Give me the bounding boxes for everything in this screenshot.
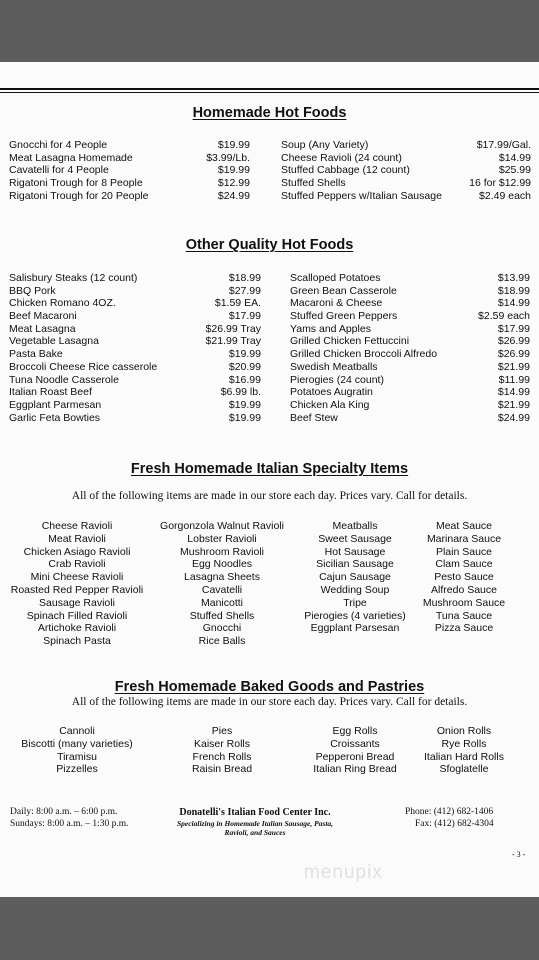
list-item: Gorgonzola Walnut Ravioli	[160, 520, 284, 532]
menu-item-row	[290, 335, 530, 348]
list-item: Kaiser Rolls	[193, 737, 251, 750]
top-dark-border	[0, 0, 539, 62]
list-item: Meat Ravioli	[48, 532, 106, 545]
menu-item-row	[290, 386, 530, 399]
menu-item-name: Beef Stew	[290, 411, 338, 424]
menu-item-name: Soup (Any Variety)	[281, 139, 369, 151]
business-info	[130, 806, 380, 837]
specialty-items-grid	[0, 520, 539, 650]
list-item: Croissants	[330, 737, 380, 750]
list-item: Gnocchi	[202, 622, 242, 635]
menu-item-price: $26.99 Tray	[205, 322, 261, 335]
menu-item-row	[281, 139, 531, 152]
heading-other-quality-hot-foods: Other Quality Hot Foods	[185, 237, 354, 253]
menu-item-price: $3.99/Lb.	[206, 151, 250, 164]
list-item: Tripe	[343, 596, 367, 609]
list-item: Egg Rolls	[332, 725, 378, 737]
menu-item-name: Cheese Ravioli (24 count)	[281, 151, 402, 164]
menu-item-price: $26.99	[497, 348, 530, 361]
item-column	[295, 520, 415, 635]
list-item: Roasted Red Pepper Ravioli	[10, 583, 144, 596]
menu-item-name: Green Bean Casserole	[290, 284, 397, 297]
list-item: Pizza Sauce	[434, 622, 494, 635]
list-item: Egg Noodles	[191, 558, 253, 571]
menu-item-row	[9, 310, 271, 323]
list-item: Cannoli	[59, 725, 95, 737]
list-item: Alfredo Sauce	[431, 583, 497, 596]
list-item: Stuffed Shells	[189, 609, 255, 622]
item-column	[2, 520, 152, 648]
menu-item-name: Rigatoni Trough for 20 People	[9, 189, 149, 202]
menu-item-row	[9, 348, 271, 361]
menu-item-price: $11.99	[498, 373, 530, 386]
list-item: Wedding Soup	[320, 583, 390, 596]
list-item: Manicotti	[200, 596, 243, 609]
menu-item-price: $19.99	[217, 164, 250, 177]
list-item: Tiramisu	[57, 750, 97, 763]
menu-item-name: Yams and Apples	[290, 322, 371, 335]
menu-item-name: Stuffed Cabbage (12 count)	[281, 164, 410, 177]
menu-item-price: $26.99	[497, 335, 530, 348]
menu-item-price: 16 for $12.99	[469, 177, 531, 190]
menu-item-name: Swedish Meatballs	[290, 360, 378, 373]
menu-item-price: $19.99	[217, 139, 250, 151]
menu-item-price: $17.99/Gal.	[476, 139, 531, 151]
menu-item-row	[9, 164, 269, 177]
menu-item-row	[290, 272, 530, 285]
menu-item-row	[290, 297, 530, 310]
menu-item-name: Italian Roast Beef	[9, 386, 92, 399]
page-number: - 3 -	[512, 850, 526, 859]
list-item: Sweet Sausage	[318, 532, 392, 545]
specialty-note: All of the following items are made in our store each day. Prices vary. Call for details.	[71, 490, 468, 502]
menu-item-price: $2.49 each	[479, 189, 531, 202]
list-item: Onion Rolls	[436, 725, 492, 737]
list-item: Meat Sauce	[435, 520, 493, 532]
item-column	[414, 725, 514, 776]
menu-item-row	[281, 152, 531, 165]
menu-item-row	[9, 139, 269, 152]
list-item: Cheese Ravioli	[41, 520, 113, 532]
list-item: Lasagna Sheets	[184, 571, 260, 584]
menu-item-row	[9, 285, 271, 298]
menu-item-price: $14.99	[497, 297, 530, 310]
fax-number: Fax: (412) 682-4304	[415, 819, 494, 829]
menu-item-row	[9, 361, 271, 374]
list-item: Mushroom Sauce	[422, 596, 506, 609]
menu-page	[0, 62, 539, 897]
menu-item-name: Meat Lasagna	[9, 322, 76, 335]
menu-item-price: $25.99	[498, 164, 531, 177]
menu-item-name: Tuna Noodle Casserole	[9, 373, 119, 386]
menu-item-name: Stuffed Peppers w/Italian Sausage	[281, 189, 442, 202]
list-item: Plain Sauce	[435, 545, 493, 558]
menu-item-row	[9, 297, 271, 310]
quality-foods-left-list	[9, 272, 271, 424]
list-item: Chicken Asiago Ravioli	[23, 545, 131, 558]
menu-item-row	[290, 285, 530, 298]
menu-item-price: $21.99 Tray	[205, 335, 261, 348]
item-column	[152, 520, 292, 648]
menu-item-price: $12.99	[217, 177, 250, 190]
menu-item-row	[290, 412, 530, 425]
item-column	[152, 725, 292, 776]
business-tagline-2: Ravioli, and Sauces	[224, 828, 286, 837]
menu-item-row	[9, 152, 269, 165]
menu-item-name: Potatoes Augratin	[290, 386, 373, 399]
menu-item-price: $1.59 EA.	[214, 297, 261, 310]
menu-item-row	[9, 177, 269, 190]
menu-item-name: Macaroni & Cheese	[290, 297, 383, 310]
list-item: Lobster Ravioli	[187, 532, 257, 545]
menu-item-price: $19.99	[228, 411, 261, 424]
menu-item-row	[290, 374, 530, 387]
menu-item-row	[9, 323, 271, 336]
list-item: Hot Sausage	[324, 545, 386, 558]
heading-homemade-hot-foods: Homemade Hot Foods	[192, 105, 347, 121]
heading-italian-specialty: Fresh Homemade Italian Specialty Items	[130, 461, 409, 477]
list-item: Crab Ravioli	[48, 558, 106, 571]
menu-item-price: $21.99	[497, 360, 530, 373]
list-item: Pies	[211, 725, 233, 737]
menu-item-row	[281, 164, 531, 177]
menu-item-price: $19.99	[228, 348, 261, 361]
menu-item-name: BBQ Pork	[9, 284, 56, 297]
menu-item-row	[9, 386, 271, 399]
list-item: Eggplant Parsesan	[310, 622, 400, 635]
menu-item-price: $27.99	[228, 284, 261, 297]
list-item: French Rolls	[192, 750, 252, 763]
menu-item-name: Broccoli Cheese Rice casserole	[9, 360, 158, 373]
list-item: Raisin Bread	[191, 763, 253, 776]
menu-item-name: Grilled Chicken Fettuccini	[290, 335, 410, 348]
item-column	[414, 520, 514, 635]
quality-foods-right-list	[290, 272, 530, 424]
menu-item-row	[290, 361, 530, 374]
list-item: Pierogies (4 varieties)	[304, 609, 406, 622]
menu-item-row	[9, 335, 271, 348]
list-item: Spinach Pasta	[43, 635, 111, 648]
menu-item-name: Rigatoni Trough for 8 People	[9, 177, 143, 190]
menu-item-price: $20.99	[228, 360, 261, 373]
top-rule-thin	[0, 92, 539, 93]
menu-item-name: Salisbury Steaks (12 count)	[9, 272, 138, 284]
list-item: Sfoglatelle	[439, 763, 489, 776]
menu-item-name: Pierogies (24 count)	[290, 373, 384, 386]
list-item: Spinach Filled Ravioli	[26, 609, 128, 622]
menu-item-name: Scalloped Potatoes	[290, 272, 381, 284]
menu-item-row	[290, 310, 530, 323]
menu-item-price: $14.99	[498, 151, 531, 164]
menu-item-price: $16.99	[228, 373, 261, 386]
list-item: Sausage Ravioli	[39, 596, 115, 609]
store-hours	[10, 806, 129, 830]
contact-info	[405, 806, 494, 830]
menu-item-price: $18.99	[228, 272, 261, 284]
menu-item-price: $14.99	[497, 386, 530, 399]
list-item: Biscotti (many varieties)	[21, 737, 133, 750]
menu-item-row	[290, 348, 530, 361]
hot-foods-left-list	[9, 139, 269, 202]
menu-item-name: Chicken Romano 4OZ.	[9, 297, 116, 310]
menu-item-name: Cavatelli for 4 People	[9, 164, 109, 177]
menu-item-name: Meat Lasagna Homemade	[9, 151, 133, 164]
item-column	[2, 725, 152, 776]
menu-item-name: Beef Macaroni	[9, 310, 77, 323]
list-item: Mushroom Ravioli	[179, 545, 265, 558]
menu-item-row	[290, 399, 530, 412]
menu-item-row	[9, 399, 271, 412]
menu-item-price: $6.99 lb.	[220, 386, 261, 399]
menu-item-name: Pasta Bake	[9, 348, 63, 361]
list-item: Rye Rolls	[441, 737, 487, 750]
hours-daily: Daily: 8:00 a.m. – 6:00 p.m.	[10, 807, 118, 817]
list-item: Sicilian Sausage	[316, 558, 394, 571]
menu-item-row	[281, 190, 531, 203]
phone-number: Phone: (412) 682-1406	[405, 807, 494, 817]
menu-item-price: $13.99	[497, 272, 530, 284]
list-item: Italian Ring Bread	[313, 763, 397, 776]
bottom-dark-border	[0, 897, 539, 960]
menu-item-price: $24.99	[497, 411, 530, 424]
item-column	[295, 725, 415, 776]
list-item: Marinara Sauce	[426, 532, 502, 545]
menu-item-row	[9, 374, 271, 387]
menu-item-row	[9, 272, 271, 285]
menu-item-name: Stuffed Green Peppers	[290, 310, 398, 323]
list-item: Rice Balls	[198, 635, 246, 648]
business-tagline-1: Specializing in Homemade Italian Sausage, Pasta,	[176, 819, 334, 828]
menu-item-name: Grilled Chicken Broccoli Alfredo	[290, 348, 438, 361]
baked-goods-grid	[0, 725, 539, 780]
menupix-watermark: menupix	[304, 862, 383, 883]
list-item: Pizzelles	[56, 763, 98, 776]
menu-item-row	[9, 412, 271, 425]
menu-item-price: $17.99	[497, 322, 530, 335]
list-item: Meatballs	[332, 520, 378, 532]
menu-item-name: Chicken Ala King	[290, 398, 370, 411]
menu-item-name: Stuffed Shells	[281, 177, 346, 190]
menu-item-name: Garlic Feta Bowties	[9, 411, 101, 424]
business-name: Donatelli's Italian Food Center Inc.	[179, 807, 331, 818]
hot-foods-right-list	[281, 139, 531, 202]
menu-item-price: $19.99	[228, 398, 261, 411]
list-item: Tuna Sauce	[435, 609, 493, 622]
menu-item-row	[290, 323, 530, 336]
list-item: Mini Cheese Ravioli	[30, 571, 124, 584]
top-rule-thick	[0, 88, 539, 90]
menu-item-price: $18.99	[497, 284, 530, 297]
heading-baked-goods: Fresh Homemade Baked Goods and Pastries	[114, 679, 425, 695]
menu-item-price: $2.59 each	[478, 310, 530, 323]
menu-item-price: $21.99	[497, 398, 530, 411]
menu-item-name: Vegetable Lasagna	[9, 335, 99, 348]
menu-item-price: $17.99	[228, 310, 261, 323]
menu-item-row	[9, 190, 269, 203]
list-item: Cajun Sausage	[319, 571, 391, 584]
list-item: Artichoke Ravioli	[37, 622, 117, 635]
menu-item-name: Eggplant Parmesan	[9, 398, 102, 411]
menu-item-name: Gnocchi for 4 People	[9, 139, 108, 151]
hours-sunday: Sundays: 8:00 a.m. – 1:30 p.m.	[10, 819, 129, 829]
list-item: Italian Hard Rolls	[424, 750, 504, 763]
list-item: Cavatelli	[201, 583, 243, 596]
list-item: Clam Sauce	[435, 558, 493, 571]
menu-item-row	[281, 177, 531, 190]
list-item: Pesto Sauce	[434, 571, 494, 584]
menu-item-price: $24.99	[217, 189, 250, 202]
list-item: Pepperoni Bread	[315, 750, 395, 763]
baked-goods-note: All of the following items are made in our store each day. Prices vary. Call for details.	[71, 696, 468, 708]
